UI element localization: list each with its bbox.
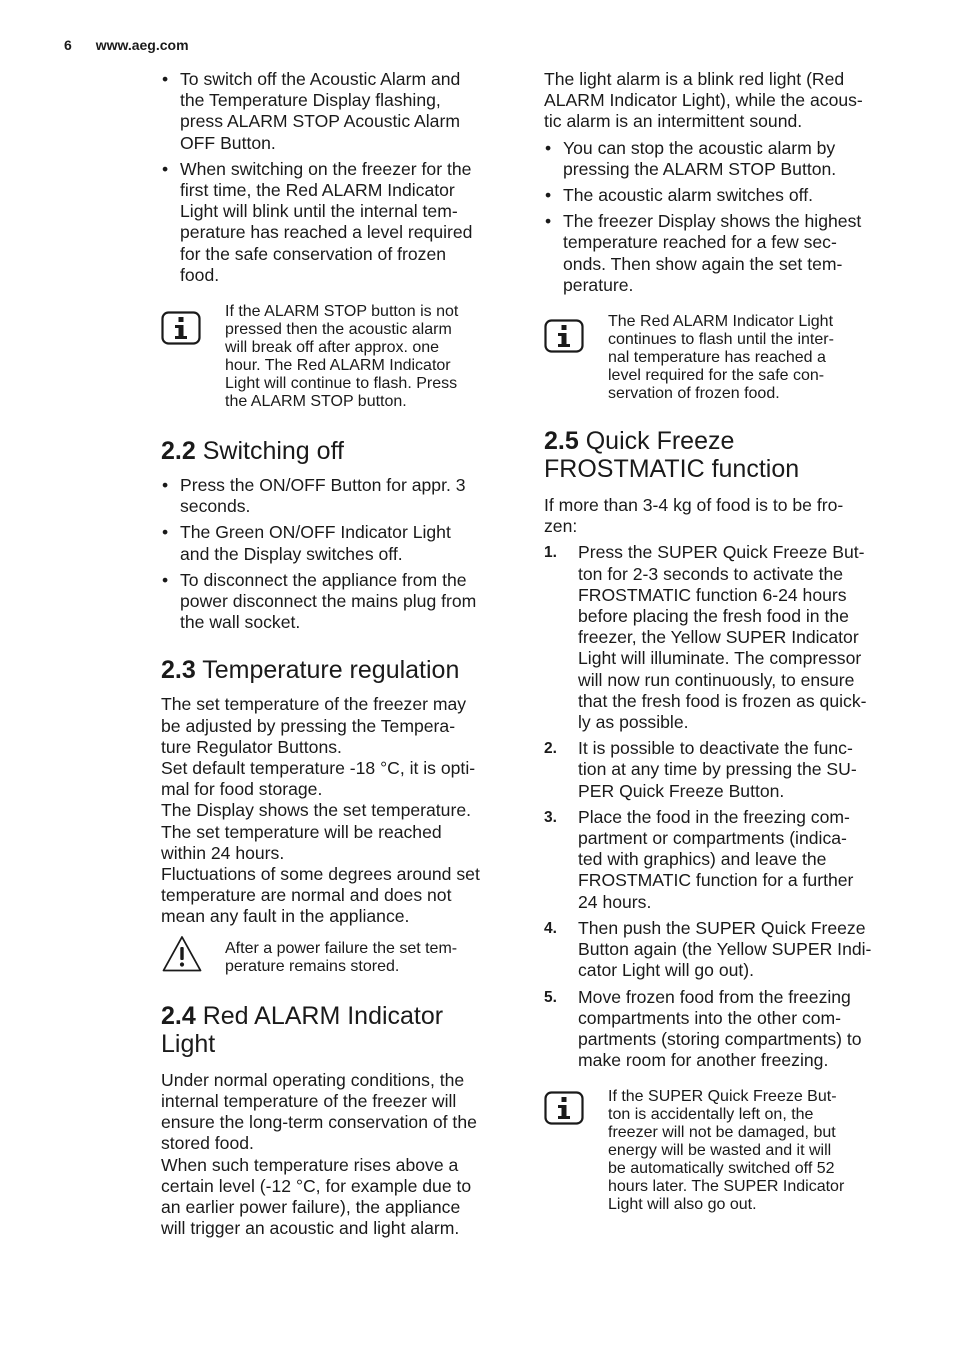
text-line: ALARM Indicator Light), while the acous-	[544, 90, 863, 111]
list-item	[161, 522, 513, 564]
text-line: for the safe conservation of frozen	[180, 243, 447, 264]
section-title: Switching off	[202, 437, 345, 466]
step-number: 5.	[544, 988, 557, 1006]
text-line: nal temperature has reached a	[608, 349, 826, 367]
section-number: 2.5	[544, 427, 579, 456]
section-title: Temperature regulation	[202, 656, 460, 685]
text-line: Light will illuminate. The compressor	[578, 648, 862, 669]
text-block	[563, 185, 894, 206]
text-line: If the SUPER Quick Freeze But-	[608, 1088, 837, 1106]
text-line: Place the food in the freezing com-	[578, 806, 850, 827]
temperature-regulation-text	[161, 694, 513, 927]
quick-freeze-intro	[544, 495, 894, 537]
text-line: will now run continuously, to ensure	[578, 669, 855, 690]
info-icon	[544, 319, 584, 353]
text-line: the Temperature Display flashing,	[180, 90, 441, 111]
text-line: food.	[180, 264, 220, 285]
section-heading-2-2	[161, 437, 513, 465]
text-line: pressed then the acoustic alarm	[225, 321, 452, 339]
info-note-text	[225, 303, 513, 411]
info-note	[544, 313, 894, 403]
intro-bullet-list	[161, 69, 513, 286]
text-line: The light alarm is a blink red light (Red	[544, 69, 845, 89]
text-line: onds. Then show again the set tem-	[563, 253, 843, 274]
section-number: 2.3	[161, 656, 196, 685]
text-line: power disconnect the mains plug from	[180, 591, 477, 612]
step-number: 2.	[544, 740, 557, 758]
quick-freeze-steps	[544, 542, 894, 1071]
text-line: tion at any time by pressing the SU-	[578, 759, 857, 780]
info-note	[161, 303, 513, 411]
page-header	[64, 37, 189, 53]
list-item	[544, 211, 894, 296]
text-line: OFF Button.	[180, 132, 276, 153]
text-line: press ALARM STOP Acoustic Alarm	[180, 111, 460, 132]
section-number: 2.4	[161, 1001, 196, 1030]
text-line: After a power failure the set tem-	[225, 939, 458, 957]
text-line: internal temperature of the freezer will	[161, 1090, 457, 1111]
text-line: will break off after approx. one	[225, 339, 440, 357]
text-line: before placing the fresh food in the	[578, 606, 849, 627]
step-number: 1.	[544, 544, 557, 562]
text-line: • To disconnect the appliance from the	[180, 569, 467, 590]
text-line: • You can stop the acoustic alarm by	[563, 137, 836, 158]
warning-icon	[161, 934, 203, 974]
text-line: Light will also go out.	[608, 1196, 757, 1214]
text-line: partments (storing compartments) to	[578, 1028, 862, 1049]
text-line: ensure the long-term conservation of the	[161, 1112, 477, 1133]
text-line: ton for 2-3 seconds to activate the	[578, 563, 844, 584]
text-line: certain level (-12 °C, for example due to	[161, 1175, 472, 1196]
text-block	[563, 211, 894, 296]
section-title-line-2: Light	[161, 1029, 216, 1058]
warning-note	[161, 940, 513, 976]
text-block	[180, 475, 513, 517]
info-note-text	[608, 1088, 894, 1214]
alarm-indicator-text	[161, 1070, 513, 1240]
step-item	[544, 918, 894, 982]
text-line: pressing the ALARM STOP Button.	[563, 158, 837, 179]
text-line: The set temperature will be reached	[161, 821, 442, 842]
text-line: seconds.	[180, 496, 251, 517]
text-line: Then push the SUPER Quick Freeze	[578, 917, 866, 938]
text-block	[563, 138, 894, 180]
text-block	[180, 159, 513, 286]
text-line: hour. The Red ALARM Indicator	[225, 357, 451, 375]
text-line: and the Display switches off.	[180, 543, 403, 564]
text-line: servation of frozen food.	[608, 385, 780, 403]
text-line: Set default temperature -18 °C, it is opti-	[161, 758, 476, 779]
text-line: first time, the Red ALARM Indicator	[180, 180, 455, 201]
light-alarm-text	[544, 69, 894, 133]
section-title-line-1: Red ALARM Indicator	[202, 1001, 444, 1030]
text-line: Under normal operating conditions, the	[161, 1069, 465, 1090]
text-line: stored food.	[161, 1133, 254, 1154]
text-line: perature remains stored.	[225, 957, 400, 975]
step-item	[544, 807, 894, 913]
text-line: be automatically switched off 52	[608, 1160, 835, 1178]
step-item	[544, 987, 894, 1072]
text-line: The Red ALARM Indicator Light	[608, 313, 834, 331]
text-line: • The Green ON/OFF Indicator Light	[180, 522, 451, 543]
text-line: be adjusted by pressing the Tempera-	[161, 715, 456, 736]
text-line: Move frozen food from the freezing	[578, 986, 851, 1007]
text-line: mean any fault in the appliance.	[161, 906, 410, 927]
text-line: make room for another freezing.	[578, 1050, 829, 1071]
text-line: energy will be wasted and it will	[608, 1142, 832, 1160]
info-icon	[161, 311, 201, 345]
left-column	[161, 69, 513, 1239]
section-heading-2-5	[544, 427, 894, 483]
section-title-line-2: FROSTMATIC function	[544, 455, 800, 484]
step-number: 3.	[544, 808, 557, 826]
step-item	[544, 738, 894, 802]
text-line: temperature are normal and does not	[161, 885, 452, 906]
text-line: cator Light will go out).	[578, 960, 755, 981]
text-block	[180, 570, 513, 634]
text-line: freezer will not be damaged, but	[608, 1124, 836, 1142]
text-block	[578, 738, 894, 802]
switching-off-list	[161, 475, 513, 633]
text-line: zen:	[544, 516, 578, 537]
list-item	[544, 185, 894, 206]
text-line: ted with graphics) and leave the	[578, 849, 827, 870]
text-line: • To switch off the Acoustic Alarm and	[180, 69, 461, 89]
text-line: perature has reached a level required	[180, 222, 473, 243]
text-line: Light will continue to flash. Press	[225, 375, 458, 393]
text-line: perature.	[563, 274, 634, 295]
text-line: ly as possible.	[578, 712, 689, 733]
text-block	[578, 918, 894, 982]
list-item	[161, 570, 513, 634]
page-number: 6	[64, 37, 72, 53]
text-line: Light will blink until the internal tem-	[180, 201, 458, 222]
text-line: freezer, the Yellow SUPER Indicator	[578, 627, 859, 648]
text-line: ton is accidentally left on, the	[608, 1106, 814, 1124]
text-line: compartments into the other com-	[578, 1007, 842, 1028]
text-line: mal for food storage.	[161, 779, 323, 800]
step-item	[544, 542, 894, 733]
section-title-line-1: Quick Freeze	[585, 427, 735, 456]
text-line: will trigger an acoustic and light alarm.	[161, 1218, 460, 1239]
text-line: hours later. The SUPER Indicator	[608, 1178, 845, 1196]
text-line: 24 hours.	[578, 891, 652, 912]
text-block	[578, 807, 894, 913]
text-line: If more than 3-4 kg of food is to be fro-	[544, 495, 844, 516]
text-line: ture Regulator Buttons.	[161, 736, 342, 757]
text-line: FROSTMATIC function for a further	[578, 870, 854, 891]
text-line: level required for the safe con-	[608, 367, 825, 385]
right-column	[544, 69, 894, 1214]
text-line: within 24 hours.	[161, 842, 285, 863]
text-block	[180, 522, 513, 564]
text-line: FROSTMATIC function 6-24 hours	[578, 584, 847, 605]
list-item	[161, 159, 513, 286]
text-line: • When switching on the freezer for the	[180, 158, 472, 179]
text-line: an earlier power failure), the appliance	[161, 1196, 461, 1217]
text-line: partment or compartments (indica-	[578, 828, 847, 849]
text-line: Button again (the Yellow SUPER Indi-	[578, 939, 872, 960]
text-line: that the fresh food is frozen as quick-	[578, 690, 867, 711]
section-heading-2-4	[161, 1002, 513, 1058]
info-note	[544, 1088, 894, 1214]
text-line: the ALARM STOP button.	[225, 393, 407, 411]
text-line: The set temperature of the freezer may	[161, 694, 467, 715]
warning-note-text	[225, 940, 513, 976]
text-line: continues to flash until the inter-	[608, 331, 834, 349]
text-line: • The acoustic alarm switches off.	[563, 185, 813, 206]
text-line: Press the SUPER Quick Freeze But-	[578, 542, 865, 563]
text-line: The Display shows the set temperature.	[161, 800, 471, 821]
text-line: Fluctuations of some degrees around set	[161, 864, 480, 885]
text-block	[180, 69, 513, 154]
section-number: 2.2	[161, 437, 196, 466]
step-number: 4.	[544, 919, 557, 937]
text-line: PER Quick Freeze Button.	[578, 780, 785, 801]
header-url[interactable]: www.aeg.com	[95, 37, 189, 53]
text-line: temperature reached for a few sec-	[563, 232, 837, 253]
text-block	[578, 987, 894, 1072]
text-line: the wall socket.	[180, 612, 301, 633]
info-note-text	[608, 313, 894, 403]
text-line: When such temperature rises above a	[161, 1154, 459, 1175]
list-item	[161, 69, 513, 154]
text-line: • The freezer Display shows the highest	[563, 211, 862, 232]
text-line: It is possible to deactivate the func-	[578, 738, 853, 759]
text-block	[578, 542, 894, 733]
text-line: • Press the ON/OFF Button for appr. 3	[180, 475, 466, 496]
list-item	[161, 475, 513, 517]
text-line: If the ALARM STOP button is not	[225, 303, 459, 321]
info-icon	[544, 1091, 584, 1125]
text-line: tic alarm is an intermittent sound.	[544, 111, 803, 132]
alarm-bullet-list	[544, 138, 894, 296]
section-heading-2-3	[161, 656, 513, 684]
list-item	[544, 138, 894, 180]
